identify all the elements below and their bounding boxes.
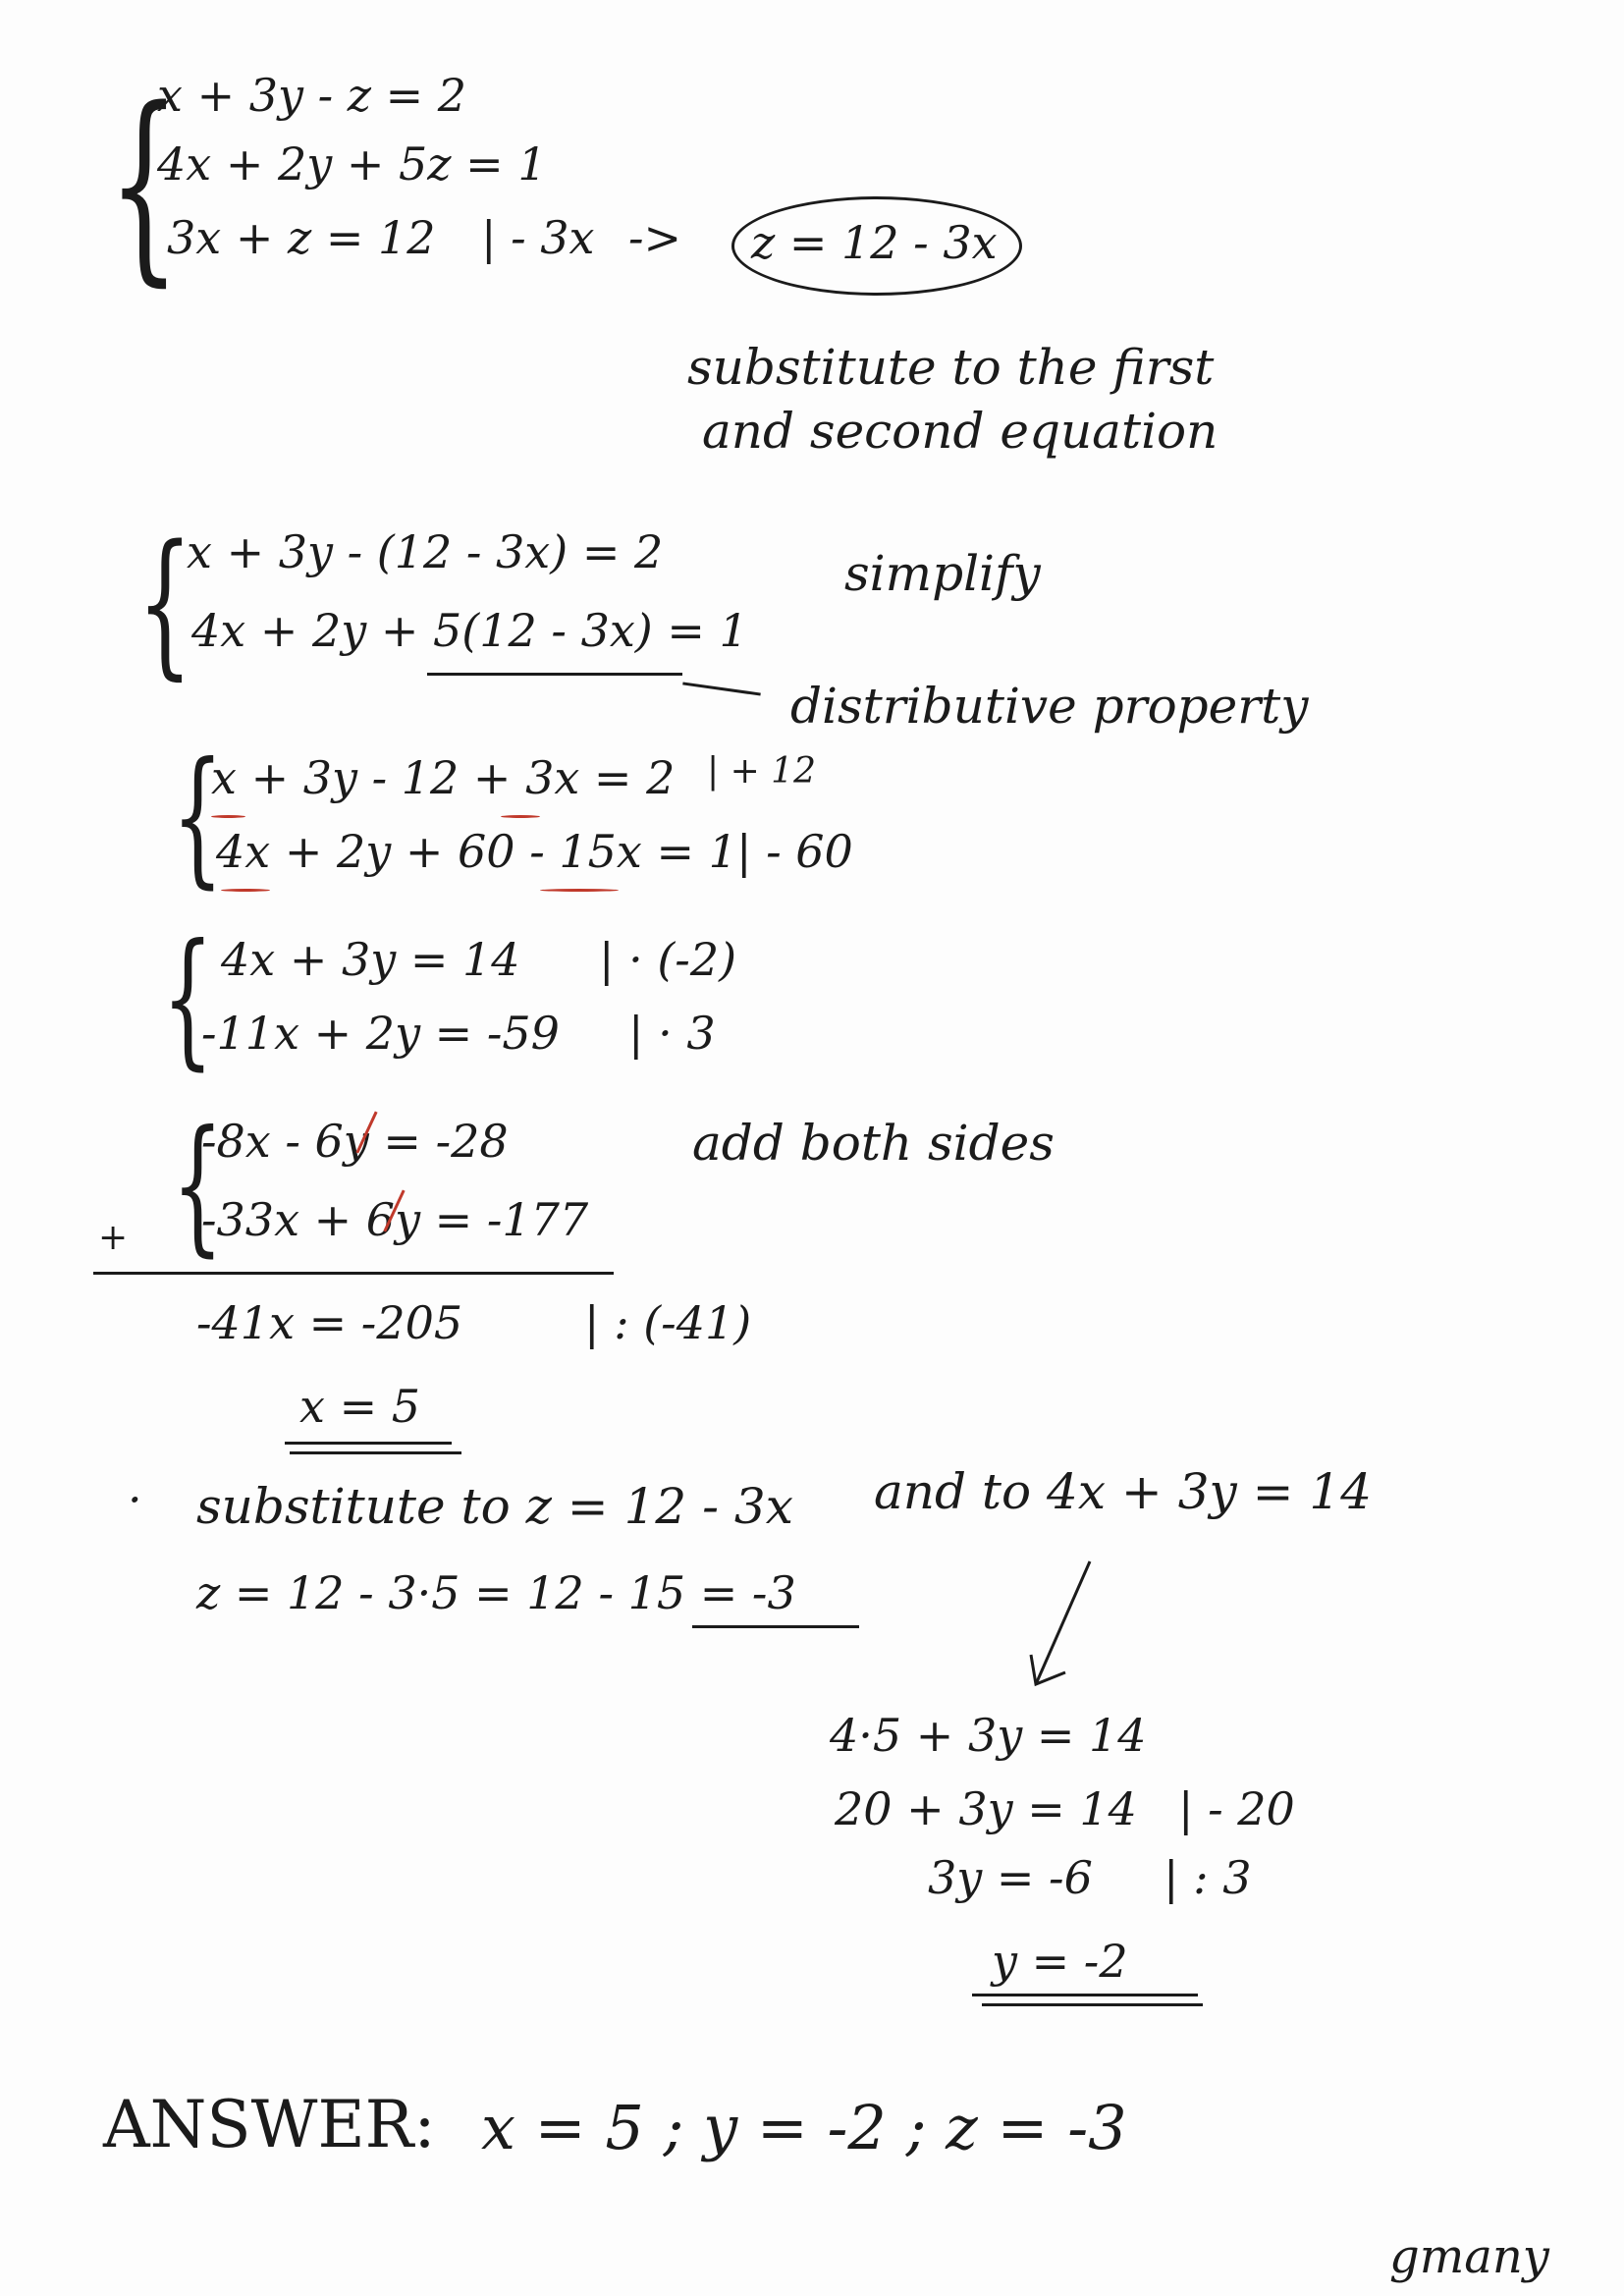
system2-eq2: 4x + 2y + 5(12 - 3x) = 1: [191, 604, 748, 657]
note-substitute-line1: substitute to the first: [687, 339, 1215, 396]
y-underline-1: [972, 1994, 1198, 1996]
system1-arrow: ->: [628, 211, 682, 264]
x-underline-2: [290, 1451, 461, 1454]
system4-op1: | · (-2): [599, 933, 737, 986]
x-result: x = 5: [299, 1380, 420, 1433]
y-underline-2: [982, 2003, 1203, 2006]
system3-op2: | - 60: [736, 825, 853, 878]
z-calc: z = 12 - 3·5 = 12 - 15 = -3: [196, 1566, 796, 1619]
answer-label: ANSWER:: [103, 2087, 436, 2162]
system4-eq1: 4x + 3y = 14: [221, 933, 520, 986]
y-solve-op2: | - 20: [1178, 1782, 1295, 1835]
system1-eq3: 3x + z = 12: [167, 211, 436, 264]
note-simplify: simplify: [844, 545, 1041, 602]
system2-brace: {: [137, 511, 192, 694]
sum-eq: -41x = -205: [196, 1296, 463, 1349]
system5-eq1: -8x - 6y = -28: [201, 1115, 509, 1168]
red-mark-4x: [221, 889, 270, 892]
system1-brace: {: [108, 64, 181, 304]
system5-eq2: -33x + 6y = -177: [201, 1193, 589, 1246]
red-mark-15x: [540, 889, 619, 892]
red-mark-x: [211, 815, 245, 818]
bullet: ·: [128, 1473, 142, 1526]
system3-eq1: x + 3y - 12 + 3x = 2: [211, 751, 676, 804]
system4-eq2: -11x + 2y = -59: [201, 1007, 560, 1060]
system3-eq2: 4x + 2y + 60 - 15x = 1: [216, 825, 737, 878]
y-solve-l4: y = -2: [992, 1935, 1128, 1988]
answer-value: x = 5 ; y = -2 ; z = -3: [481, 2092, 1127, 2163]
sum-line: [93, 1272, 614, 1275]
system1-op3: | - 3x: [481, 211, 595, 264]
down-left-arrow-icon: [1021, 1557, 1139, 1704]
system2-eq1: x + 3y - (12 - 3x) = 2: [187, 525, 664, 578]
system5-brace: {: [172, 1100, 224, 1271]
note-add-both: add both sides: [692, 1115, 1055, 1172]
system4-brace: {: [162, 913, 214, 1084]
distributive-pointer: [682, 682, 761, 695]
substitute-line-b: and to 4x + 3y = 14: [874, 1463, 1373, 1520]
y-solve-l2: 20 + 3y = 14: [835, 1782, 1137, 1835]
y-solve-op3: | : 3: [1164, 1851, 1252, 1904]
x-underline-1: [285, 1442, 452, 1445]
note-distributive: distributive property: [790, 678, 1309, 735]
system1-eq1: x + 3y - z = 2: [157, 69, 467, 122]
z-underline: [692, 1625, 859, 1628]
substitute-line: substitute to z = 12 - 3x: [196, 1478, 793, 1535]
distributive-underline: [427, 673, 682, 676]
note-substitute-line2: and second equation: [702, 403, 1218, 460]
y-solve-l3: 3y = -6: [928, 1851, 1093, 1904]
system3-brace: {: [172, 732, 224, 902]
system3-op1: | + 12: [707, 751, 816, 792]
sum-op: | : (-41): [584, 1296, 752, 1349]
signature: gmany: [1389, 2229, 1549, 2284]
system1-result: z = 12 - 3x: [751, 216, 998, 269]
system4-op2: | · 3: [628, 1007, 716, 1060]
plus-sign: +: [98, 1218, 129, 1258]
red-mark-3x: [501, 815, 540, 818]
system1-eq2: 4x + 2y + 5z = 1: [157, 137, 547, 191]
y-solve-l1: 4·5 + 3y = 14: [830, 1709, 1147, 1762]
